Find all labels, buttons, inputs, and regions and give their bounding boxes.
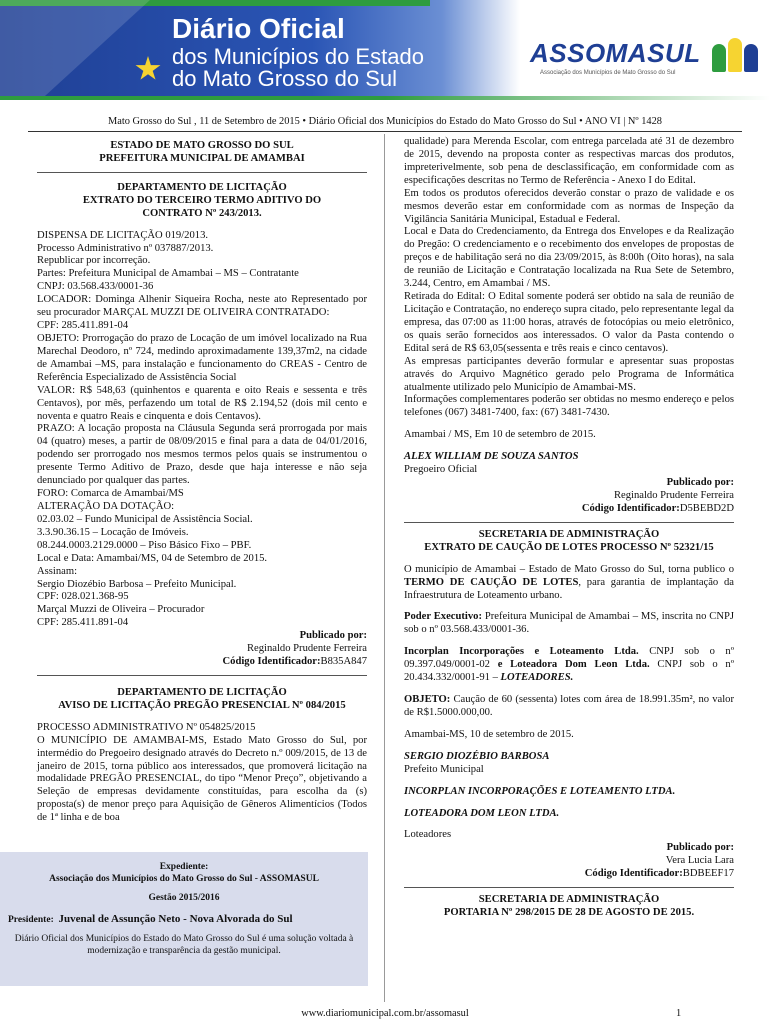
text-paragraph: Local e Data do Credenciamento, da Entrega dos Envelopes e da Realização do Pregão: O credenciamento e o recebimento dos envelopes de propostas de preços e de habilitação será no dia 23/09/2015, às 8:00h (Oito horas), na sala de reunião de Licitação e Contratação localizada na Rua Sete de Setembro, 3.244, Centro, em Amambai / MS. [404, 226, 734, 290]
column-divider [384, 134, 385, 1002]
footer-url[interactable]: www.diariomunicipal.com.br/assomasul [301, 1008, 469, 1019]
text-line: ALTERAÇÃO DA DOTAÇÃO: [37, 500, 175, 512]
text-line: Sergio Diozébio Barbosa – Prefeito Municipal. [37, 578, 237, 590]
text-paragraph: VALOR: R$ 548,63 (quinhentos e quarenta e oito Reais e sessenta e três Centavos), por mês, perfazendo um total de R$ 2.194,52 (dois mil cento e noventa e quatro Reais e cinquenta e dois Centavos). [37, 384, 367, 422]
text-line: CNPJ: 03.568.433/0001-36 [37, 281, 154, 293]
left-column [37, 136, 367, 825]
text-line: Processo Administrativo nº 037887/2013. [37, 242, 214, 254]
text-paragraph: O MUNICÍPIO DE AMAMBAI-MS, Estado Mato Grosso do Sul, por intermédio do Pregoeiro designado através do Decreto n.º 009/2015, de 13 de janeiro de 2015, torna público aos interessados, que promoverá licitação na modalidade PREGÃO PRESENCIAL, do tipo “Menor Preço”, objetivando a Seleção de empresas devidamente constituídas, para escolha da (s) proposta(s) de menor preço para Aquisição de Gêneros Alimentícios (Todos de 1ª linha e de boa [37, 734, 367, 824]
text-line: DISPENSA DE LICITAÇÃO 019/2013. [37, 229, 209, 241]
text-paragraph: Poder Executivo: Prefeitura Municipal de Amambai – MS, inscrita no CNPJ sob o nº 03.568.433/0001-36. [404, 611, 734, 636]
signatory-name: SERGIO DIOZÉBIO BARBOSA [404, 750, 550, 762]
text-line: Amambai / MS, Em 10 de setembro de 2015. [404, 429, 596, 441]
divider [404, 522, 734, 523]
text-paragraph: Retirada do Edital: O Edital somente poderá ser obtido na sala de reunião de Licitação e Contratação, no endereço supra citado, pelo representante legal da empresa, das 07:00 as 11:00 horas, através de fotocópias ou meio eletrônico, os quais serão fornecidos aos interessados. O valor da Pasta contendo o Edital será de R$ 63,05(sessenta e três reais e cinco centavos). [404, 291, 735, 354]
article-title: SECRETARIA DE ADMINISTRAÇÃO EXTRATO DE CAUÇÃO DE LOTES PROCESSO Nº 52321/15 [424, 528, 714, 553]
banner-bottom-stripe [0, 96, 770, 100]
banner [0, 0, 770, 108]
text-line: Partes: Prefeitura Municipal de Amambai – MS – Contratante [37, 268, 299, 280]
text-paragraph: Informações complementares poderão ser obtidas no mesmo endereço e pelos telefones (067) 3481-7400, fax: (67) 3481-7430. [404, 394, 734, 419]
logo-caption: Associação dos Municípios de Mato Grosso do Sul [540, 70, 676, 76]
expediente-description: Diário Oficial dos Municípios do Estado do Mato Grosso do Sul é uma solução voltada à modernização e transparência da gestão municipal. [14, 934, 354, 956]
text-paragraph: As empresas participantes deverão formular e apresentar suas propostas através do Arquivo Magnético gerado pelo Programa de Informática atualmente utilizado pelo Município de Amambai-MS. [404, 355, 734, 393]
publisher-block: Publicado por: Vera Lucia Lara Código Identificador:BDBEEF17 [584, 842, 734, 880]
text-paragraph: OBJETO: Caução de 60 (sessenta) lotes com área de 18.991.35m², no valor de R$1.5000.000,00. [404, 694, 734, 718]
divider [28, 131, 742, 132]
state-heading: ESTADO DE MATO GROSSO DO SUL [110, 140, 294, 151]
identifier-code: B835A847 [320, 656, 367, 668]
text-paragraph: Incorplan Incorporações e Loteamento Ltda. CNPJ sob o nº 09.397.049/0001-02 e Loteadora Dom Leon Ltda. CNPJ sob o nº 20.434.332/0001-91 – LOTEADORES. [404, 646, 734, 684]
text-line: CPF: 028.021.368-95 [37, 591, 129, 603]
assomasul-logo [530, 34, 765, 82]
president-line: Presidente: Juvenal de Assunção Neto - Nova Alvorada do Sul [8, 912, 293, 925]
signatory-role: Prefeito Municipal [404, 763, 484, 775]
logo-text: ASSOMASUL [530, 38, 701, 68]
text-paragraph: LOCADOR: Dominga Alhenir Siqueira Rocha, neste ato Representado por seu procurador MARÇAL MUZZI DE OLIVEIRA CONTRATADO: [37, 294, 367, 319]
text-line: 02.03.02 – Fundo Municipal de Assistência Social. [37, 513, 253, 525]
article-title: DEPARTAMENTO DE LICITAÇÃO EXTRATO DO TERCEIRO TERMO ADITIVO DO CONTRATO Nº 243/2013. [82, 181, 322, 219]
prefeitura-heading: PREFEITURA MUNICIPAL DE AMAMBAI [99, 152, 305, 164]
text-line: FORO: Comarca de Amambai/MS [37, 488, 184, 500]
text-line: CPF: 285.411.891-04 [37, 320, 129, 332]
people-icon [708, 34, 763, 74]
text-line: Assinam: [37, 565, 78, 577]
text-line: CPF: 285.411.891-04 [37, 617, 129, 629]
text-line: Local e Data: Amambai/MS, 04 de Setembro de 2015. [37, 552, 268, 564]
right-column [404, 136, 734, 920]
page-number: 1 [676, 1008, 682, 1019]
text-line: 3.3.90.36.15 – Locação de Imóveis. [37, 526, 189, 538]
text-paragraph: qualidade) para Merenda Escolar, com entrega parcelada até 31 de dezembro de 2015, devendo na proposta conter as respectivas marcas dos produtos, impreterivelmente, sob pena de desclassificação, em conformidade com as especificações descritas no Termo de Referência - Anexo I do Edital. [404, 136, 734, 186]
masthead [0, 0, 770, 108]
text-line: Amambai-MS, 10 de setembro de 2015. [404, 728, 574, 740]
expediente-box: Expediente: Associação dos Municípios do Mato Grosso do Sul - ASSOMASUL Gestão 2015/2016 Presidente: Juvenal de Assunção Neto - Nova Alvorada do Sul Diário Oficial dos Municípios do Estado do Mato Grosso do Sul é uma solução voltada à modernização e transparência da gestão municipal. [0, 852, 368, 986]
company-name: LOTEADORA DOM LEON LTDA. [404, 807, 560, 819]
article-title: SECRETARIA DE ADMINISTRAÇÃO PORTARIA Nº 298/2015 DE 28 DE AGOSTO DE 2015. [443, 894, 695, 919]
masthead-title: Diário Oficial [172, 13, 345, 44]
issue-dateline: Mato Grosso do Sul , 11 de Setembro de 2015 • Diário Oficial dos Municípios do Estado do Mato Grosso do Sul • ANO VI | Nº 1428 [107, 116, 662, 127]
text-paragraph: O município de Amambai – Estado de Mato Grosso do Sul, torna publico o TERMO DE CAUÇÃO DE LOTES, para garantia de implantação da Infraestrutura de Loteamento urbano. [404, 563, 734, 601]
text-paragraph: Em todos os produtos oferecidos deverão constar o prazo de validade e os mesmos deverão estar em conformidade com as normas de Inspeção da Vigilância Sanitária Municipal, Estadual e Federal. [404, 187, 734, 225]
text-line: Republicar por incorreção. [37, 255, 151, 267]
text-paragraph: OBJETO: Prorrogação do prazo de Locação de um imóvel localizado na Rua Marechal Deodoro, nº 724, medindo aproximadamente 139,37m2, na cidade de Amambai –MS, para instalação e funcionamento do CREAS - Centro de Referência Especializado de Assistência Social [37, 332, 367, 383]
masthead-subtitle-2: do Mato Grosso do Sul [172, 66, 398, 91]
company-name: INCORPLAN INCORPORAÇÕES E LOTEAMENTO LTDA. [404, 785, 676, 797]
publisher-block: Publicado por: Reginaldo Prudente Ferreira Código Identificador:D5BEBD2D [581, 477, 734, 514]
text-line: 08.244.0003.2129.0000 – Piso Básico Fixo – PBF. [37, 539, 252, 551]
text-line: Marçal Muzzi de Oliveira – Procurador [37, 604, 205, 616]
signatory-name: ALEX WILLIAM DE SOUZA SANTOS [404, 451, 579, 463]
text-line: PROCESSO ADMINISTRATIVO Nº 054825/2015 [37, 721, 256, 733]
divider [404, 887, 734, 888]
text-paragraph: PRAZO: A locação proposta na Cláusula Segunda será prorrogada por mais 04 (quatro) meses, a partir de 08/09/2015 e final para a data de 04/01/2016, podendo ser prorrogado nos mesmos termos pelos quais se instrumentou o presente Termo Aditivo de Prazo, desde que haja interesse e não seja denunciado por qualquer das partes. [37, 423, 367, 487]
signatory-role: Pregoeiro Oficial [404, 464, 478, 476]
identifier-code: D5BEBD2D [679, 502, 734, 514]
section-header [37, 136, 367, 173]
identifier-code: BDBEEF17 [682, 868, 734, 880]
divider [37, 675, 367, 676]
article-title: DEPARTAMENTO DE LICITAÇÃO AVISO DE LICITAÇÃO PREGÃO PRESENCIAL Nº 084/2015 [58, 686, 346, 711]
text-line: Loteadores [404, 829, 452, 841]
masthead-subtitle-1: dos Municípios do Estado [172, 44, 424, 69]
publisher-block: Publicado por: Reginaldo Prudente Ferreira Código Identificador:B835A847 [222, 630, 367, 668]
